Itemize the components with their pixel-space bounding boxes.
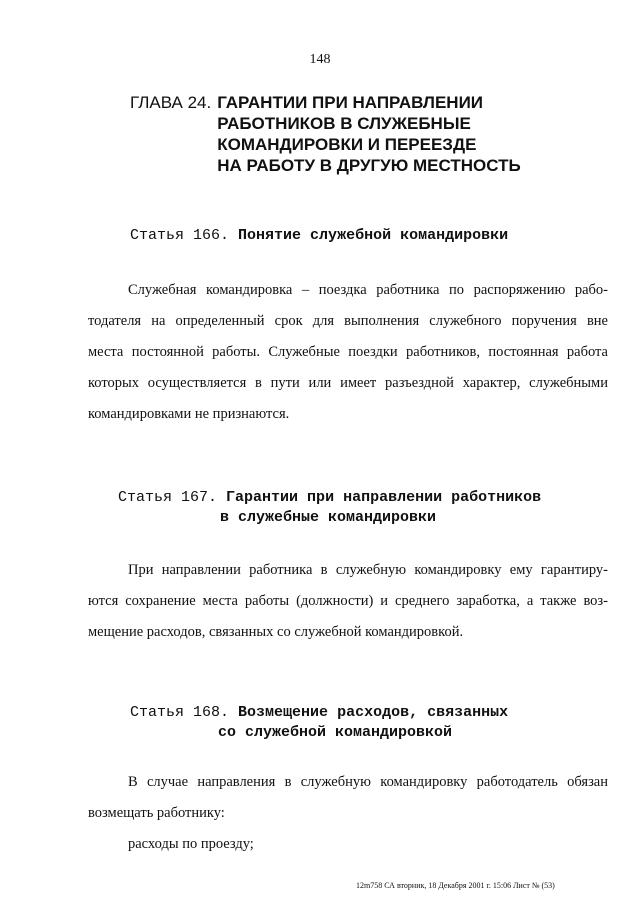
paragraph-line: которых осуществляется в пути или имеет разъездной характер, служебными [88, 375, 608, 391]
page-footer: 12m758 СА вторник, 18 Декабря 2001 г. 15:06 Лист № (53) [356, 881, 555, 890]
article-title: Возмещение расходов, связанных [238, 704, 509, 721]
paragraph-line: командировками не признаются. [88, 406, 290, 422]
chapter-label: ГЛАВА 24. [130, 93, 212, 112]
paragraph-line: мещение расходов, связанных со служебной командировкой. [88, 624, 464, 640]
paragraph-line: ются сохранение места работы (должности) и среднего заработка, а также воз- [88, 593, 608, 609]
article-167-paragraph [88, 555, 608, 648]
paragraph-line: При направлении работника в служебную командировку ему гарантиру- [128, 562, 608, 578]
paragraph-line: расходы по проезду; [128, 836, 254, 852]
paragraph-line: места постоянной работы. Служебные поездки работников, постоянная работа [88, 344, 608, 360]
article-title: Гарантии при направлении работников [226, 489, 542, 506]
chapter-heading [130, 92, 610, 176]
chapter-title-line: НА РАБОТУ В ДРУГУЮ МЕСТНОСТЬ [217, 156, 521, 175]
article-168-paragraph [88, 767, 608, 860]
paragraph-line: тодателя на определенный срок для выполнения служебного поручения вне [88, 313, 608, 329]
chapter-title-line: ГАРАНТИИ ПРИ НАПРАВЛЕНИИ [217, 93, 484, 112]
article-title: в служебные командировки [220, 509, 437, 526]
paragraph-line: В случае направления в служебную командировку работодатель обязан [128, 774, 608, 790]
article-label: Статья 168. [130, 704, 230, 721]
chapter-title [217, 92, 521, 176]
paragraph-line: возмещать работнику: [88, 805, 225, 821]
chapter-title-line: КОМАНДИРОВКИ И ПЕРЕЕЗДЕ [217, 135, 477, 154]
paragraph-line: Служебная командировка – поездка работника по распоряжению рабо- [128, 282, 608, 298]
chapter-title-line: РАБОТНИКОВ В СЛУЖЕБНЫЕ [217, 114, 471, 133]
article-166-paragraph [88, 275, 608, 430]
article-title: Понятие служебной командировки [238, 227, 509, 244]
article-label: Статья 166. [130, 227, 230, 244]
page-number: 148 [309, 52, 331, 67]
article-title: со служебной командировкой [218, 724, 453, 741]
article-label: Статья 167. [118, 489, 218, 506]
